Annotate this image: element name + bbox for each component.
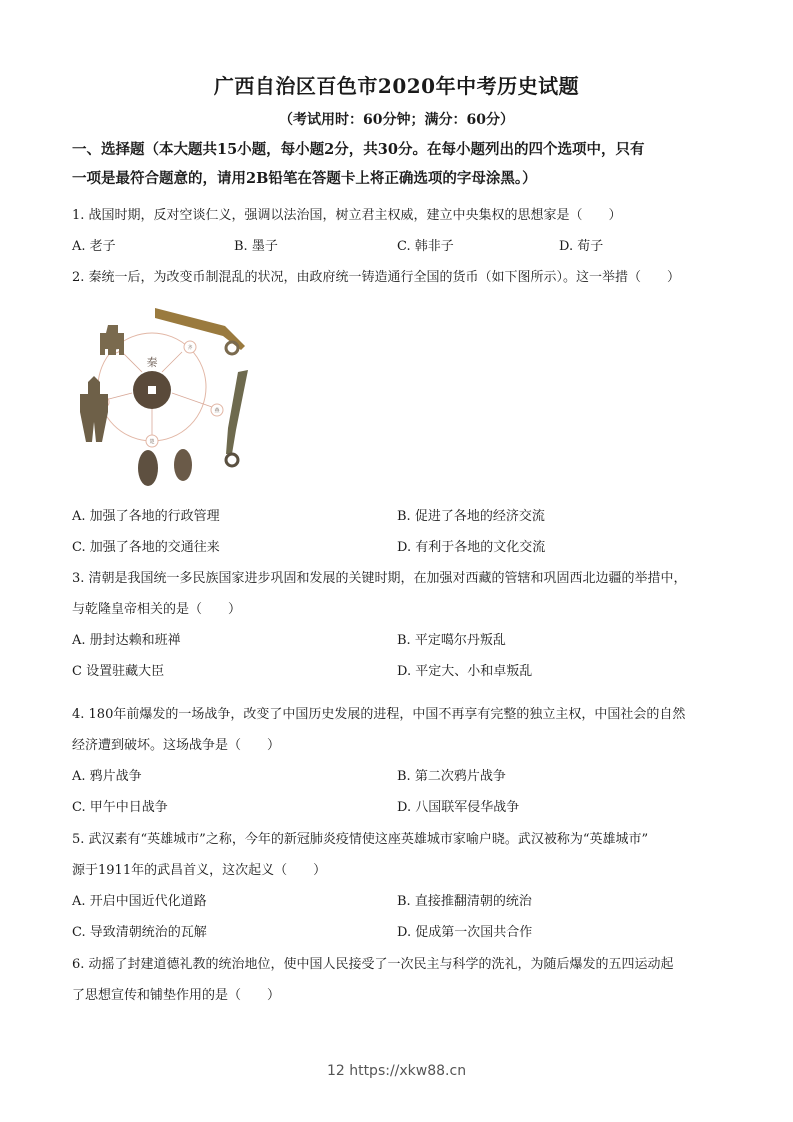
question-2-option-c: C. 加强了各地的交通往来 — [72, 540, 220, 555]
qin-label: 秦 — [146, 356, 158, 369]
question-4-option-c: C. 甲午中日战争 — [72, 800, 168, 815]
question-2-option-a: A. 加强了各地的行政管理 — [72, 509, 220, 524]
question-1-option-c: C. 韩非子 — [397, 239, 454, 254]
question-1-stem: 1. 战国时期，反对空谈仁义，强调以法治国，树立君主权威，建立中央集权的思想家是（ ） — [72, 208, 622, 223]
question-2-stem: 2. 秦统一后，为改变币制混乱的状况，由政府统一铸造通行全国的货币（如下图所示）。这一举措（ ） — [72, 270, 681, 285]
question-5-option-d: D. 促成第一次国共合作 — [397, 925, 533, 940]
question-4-option-a: A. 鸦片战争 — [72, 769, 142, 784]
question-1-option-a: A. 老子 — [72, 239, 116, 254]
question-5-option-a: A. 开启中国近代化道路 — [72, 894, 207, 909]
question-3-option-d: D. 平定大、小和卓叛乱 — [397, 664, 533, 679]
question-6-stem-line-1: 6. 动摇了封建道德礼教的统治地位，使中国人民接受了一次民主与科学的洗礼，为随后爆发的五四运动起 — [72, 957, 674, 972]
question-3-option-a: A. 册封达赖和班禅 — [72, 633, 181, 648]
qin-coin-figure — [70, 300, 255, 490]
section-heading-line: 一、选择题（本大题共15小题，每小题2分，共30分。在每小题列出的四个选项中，只有 — [72, 141, 645, 158]
state-label: 燕 — [214, 408, 220, 414]
question-1-option-d: D. 荀子 — [559, 239, 604, 254]
page-footer: 12 https://xkw88.cn — [326, 1063, 467, 1079]
question-5-stem-line-2: 源于1911年的武昌首义，这次起义（ ） — [72, 863, 327, 878]
state-label: 齐 — [187, 345, 193, 351]
question-5-option-c: C. 导致清朝统治的瓦解 — [72, 925, 207, 940]
question-3-stem-line-2: 与乾隆皇帝相关的是（ ） — [72, 602, 242, 617]
question-2-option-b: B. 促进了各地的经济交流 — [397, 509, 545, 524]
question-5-option-b: B. 直接推翻清朝的统治 — [397, 894, 532, 909]
question-3-option-c: C 设置驻藏大臣 — [72, 664, 165, 679]
exam-info: （考试用时：60分钟；满分：60分） — [279, 112, 514, 128]
state-label: 楚 — [149, 439, 155, 445]
question-4-option-b: B. 第二次鸦片战争 — [397, 769, 506, 784]
question-4-option-d: D. 八国联军侵华战争 — [397, 800, 520, 815]
question-3-stem-line-1: 3. 清朝是我国统一多民族国家进步巩固和发展的关键时期，在加强对西藏的管辖和巩固西北边疆的举措中， — [72, 571, 687, 586]
question-4-stem-line-1: 4. 180年前爆发的一场战争，改变了中国历史发展的进程，中国不再享有完整的独立主权，中国社会的自然 — [72, 707, 686, 722]
section-heading — [72, 135, 732, 193]
question-1-option-b: B. 墨子 — [234, 239, 278, 254]
section-heading-line: 一项是最符合题意的，请用2B铅笔在答题卡上将正确选项的字母涂黑。） — [72, 170, 537, 187]
question-5-stem-line-1: 5. 武汉素有“英雄城市”之称，今年的新冠肺炎疫情使这座英雄城市家喻户晓。武汉被称为“英雄城市” — [72, 832, 649, 847]
question-2-option-d: D. 有利于各地的文化交流 — [397, 540, 546, 555]
question-4-stem-line-2: 经济遭到破坏。这场战争是（ ） — [72, 738, 281, 753]
question-3-option-b: B. 平定噶尔丹叛乱 — [397, 633, 506, 648]
question-6-stem-line-2: 了思想宣传和铺垫作用的是（ ） — [72, 988, 281, 1003]
coin-illustration — [70, 300, 255, 490]
page-title: 广西自治区百色市2020年中考历史试题 — [213, 74, 580, 98]
